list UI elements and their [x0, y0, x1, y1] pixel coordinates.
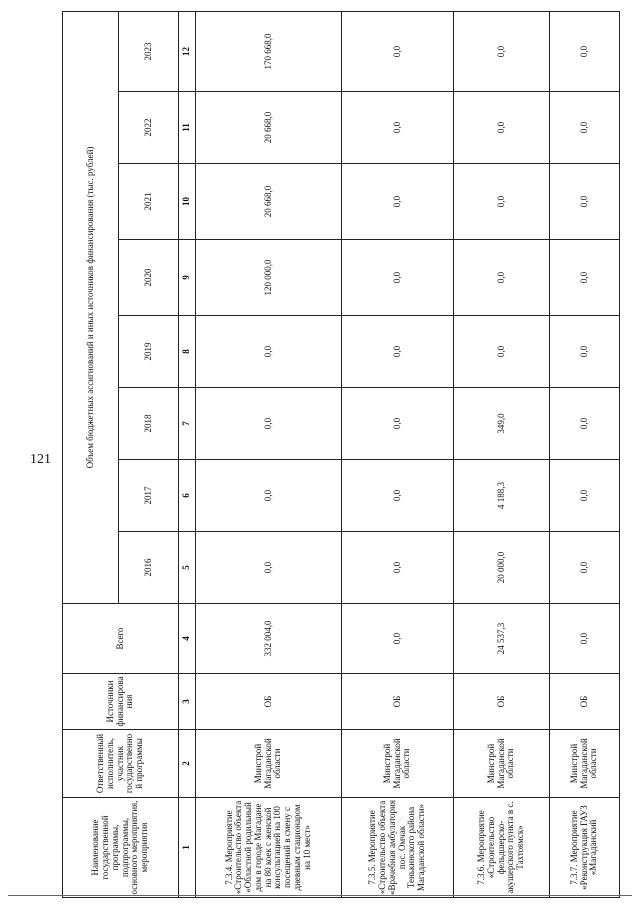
value-cell: 0,0: [196, 388, 342, 460]
column-index-row: [179, 11, 196, 897]
col-header-year: 2016: [119, 532, 179, 604]
measure-name: 7.3.4. Мероприятие «Строительство объекта «Областной родильный дом в городе Магадане на 80 коек с женской консультацией на 100 посещений в смену с дневным стационаром на 10 мест»: [196, 798, 342, 898]
value-cell: 0,0: [550, 92, 620, 164]
measure-name: 7.3.6. Мероприятие «Строительство фельдшерско-акушерского пункта в с. Тахтоямск»: [454, 798, 550, 898]
value-cell: 170 668,0: [196, 11, 342, 91]
col-header-name: Наименование государственной программы, подпрограммы, основного мероприятия, мероприятия: [63, 798, 179, 898]
total-cell: 0,0: [342, 604, 454, 674]
value-cell: 349,0: [454, 388, 550, 460]
column-index: 11: [179, 92, 196, 164]
source-cell: ОБ: [196, 674, 342, 730]
value-cell: 0,0: [342, 164, 454, 240]
value-cell: 0,0: [342, 388, 454, 460]
col-header-year: 2021: [119, 164, 179, 240]
value-cell: 0,0: [550, 460, 620, 532]
value-cell: 0,0: [342, 316, 454, 388]
source-cell: ОБ: [550, 674, 620, 730]
table-row: [196, 11, 342, 897]
value-cell: 0,0: [342, 532, 454, 604]
value-cell: 0,0: [550, 240, 620, 316]
value-cell: 20 668,0: [196, 92, 342, 164]
value-cell: 0,0: [454, 240, 550, 316]
value-cell: 0,0: [550, 388, 620, 460]
page-bottom-rule: [8, 895, 632, 896]
col-header-year: 2017: [119, 460, 179, 532]
value-cell: 0,0: [342, 11, 454, 91]
value-cell: 0,0: [550, 532, 620, 604]
source-cell: ОБ: [342, 674, 454, 730]
header-row-1: [63, 11, 119, 897]
executor-cell: Минстрой Магаданской области: [550, 730, 620, 798]
page-number: 121: [30, 452, 51, 467]
column-index: 6: [179, 460, 196, 532]
value-cell: 0,0: [454, 92, 550, 164]
executor-cell: Минстрой Магаданской области: [342, 730, 454, 798]
column-index: 9: [179, 240, 196, 316]
column-index: 7: [179, 388, 196, 460]
rotated-table-wrapper: [62, 12, 618, 898]
value-cell: 20 000,0: [454, 532, 550, 604]
funding-table: [62, 11, 620, 898]
value-cell: 0,0: [196, 460, 342, 532]
col-header-source: Источники финансирования: [63, 674, 179, 730]
col-header-executor: Ответственный исполнитель, участник государственной программы: [63, 730, 179, 798]
measure-name: 7.3.5. Мероприятие «Строительство объекта «Врачебная амбулатория пос. Омчак Тенькинского района Магаданской области»: [342, 798, 454, 898]
col-header-year: 2019: [119, 316, 179, 388]
column-index: 3: [179, 674, 196, 730]
executor-cell: Минстрой Магаданской области: [454, 730, 550, 798]
table-row: [454, 11, 550, 897]
value-cell: 0,0: [550, 164, 620, 240]
total-cell: 332 004,0: [196, 604, 342, 674]
column-index: 5: [179, 532, 196, 604]
value-cell: 0,0: [196, 532, 342, 604]
value-cell: 4 188,3: [454, 460, 550, 532]
value-cell: 0,0: [454, 316, 550, 388]
value-cell: 0,0: [342, 240, 454, 316]
total-cell: 24 537,3: [454, 604, 550, 674]
value-cell: 0,0: [454, 11, 550, 91]
col-header-year: 2022: [119, 92, 179, 164]
col-header-funding-group: Объем бюджетных ассигнований и иных источников финансирования (тыс. рублей): [63, 11, 119, 603]
value-cell: 20 668,0: [196, 164, 342, 240]
column-index: 8: [179, 316, 196, 388]
col-header-total: Всего: [63, 604, 179, 674]
value-cell: 0,0: [454, 164, 550, 240]
col-header-year: 2018: [119, 388, 179, 460]
measure-name: 7.3.7. Мероприятие «Реконструкция ГАУЗ «Магаданский: [550, 798, 620, 898]
column-index: 2: [179, 730, 196, 798]
column-index: 4: [179, 604, 196, 674]
value-cell: 120 000,0: [196, 240, 342, 316]
table-row: [342, 11, 454, 897]
total-cell: 0,0: [550, 604, 620, 674]
source-cell: ОБ: [454, 674, 550, 730]
col-header-year: 2023: [119, 11, 179, 91]
value-cell: 0,0: [342, 460, 454, 532]
value-cell: 0,0: [550, 316, 620, 388]
column-index: 12: [179, 11, 196, 91]
value-cell: 0,0: [550, 11, 620, 91]
value-cell: 0,0: [342, 92, 454, 164]
value-cell: 0,0: [196, 316, 342, 388]
col-header-year: 2020: [119, 240, 179, 316]
column-index: 10: [179, 164, 196, 240]
column-index: 1: [179, 798, 196, 898]
table-row: [550, 11, 620, 897]
executor-cell: Минстрой Магаданской области: [196, 730, 342, 798]
